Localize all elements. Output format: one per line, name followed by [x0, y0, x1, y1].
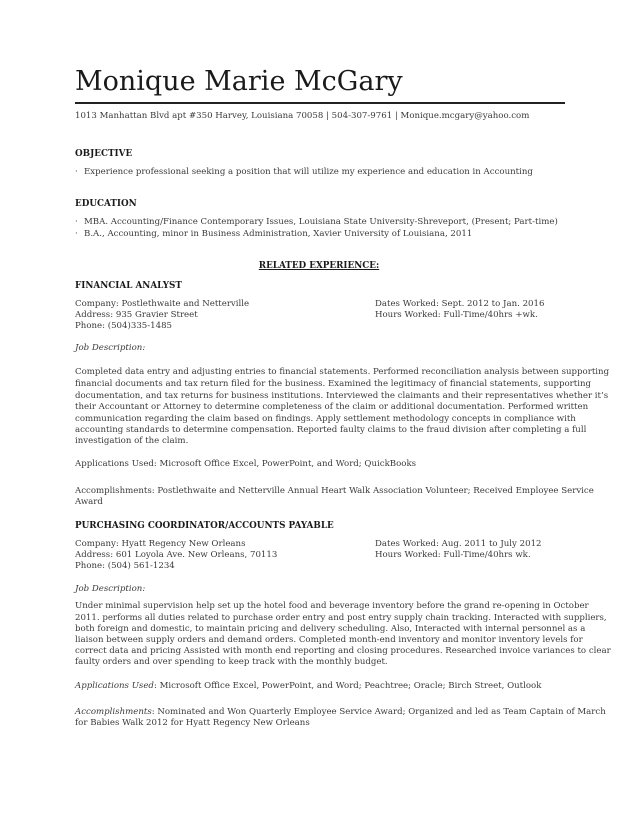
job-hours: Hours Worked: Full-Time/40hrs +wk.: [375, 310, 538, 320]
job-description-line: their Accountant or Attorney to determine completeness of the claim or additional documentation. Performed written: [75, 402, 589, 412]
job-description-line: correct data and pricing Assisted with month end reporting and closing procedures. Researched invoice variances to clear: [75, 646, 611, 656]
job-description-line: Under minimal supervision help set up the hotel food and beverage inventory before the grand re-opening in October: [75, 601, 589, 611]
job-description-line: communication regarding the claim based on findings. Apply settlement methodology concepts in compliance with: [75, 414, 576, 424]
job-company: Company: Hyatt Regency New Orleans: [75, 539, 246, 549]
objective-item: [75, 167, 533, 177]
job-phone: Phone: (504)335-1485: [75, 321, 173, 331]
job-description-line: accounting standards to determine compensation. Reported faulty claims to the fraud division after completing a full: [75, 425, 587, 435]
contact-line: 1013 Manhattan Blvd apt #350 Harvey, Louisiana 70058 | 504-307-9761 | Monique.mcgary@yahoo.com: [75, 111, 530, 121]
applications-text: : Microsoft Office Excel, PowerPoint, and Word; Peachtree; Oracle; Birch Street, Outlook: [153, 681, 542, 691]
job-description-line: liaison between supply orders and demand orders. Completed month-end inventory and monitor inventory levels for: [75, 635, 583, 645]
job-address: Address: 935 Gravier Street: [75, 310, 198, 320]
objective-text: Experience professional seeking a position that will utilize my experience and education in Accounting: [84, 167, 533, 177]
job-company: Company: Postlethwaite and Netterville: [75, 299, 250, 309]
header-divider: [75, 102, 565, 104]
applications-label: Applications Used: [75, 681, 154, 691]
job-description-line: financial documents and tax return filed for the business. Examined the legitimacy of financial statements, supporting: [75, 379, 592, 389]
job-applications: [75, 681, 541, 691]
bullet-dot: ·: [75, 217, 78, 227]
job-accomplishments-line: Accomplishments: Postlethwaite and Netterville Annual Heart Walk Association Volunteer; Received Employee Service: [75, 486, 594, 496]
candidate-name: Monique Marie McGary: [75, 66, 403, 97]
job-hours: Hours Worked: Full-Time/40hrs wk.: [375, 550, 531, 560]
bullet-dot: ·: [75, 229, 78, 239]
job-accomplishments-line: for Babies Walk 2012 for Hyatt Regency New Orleans: [75, 718, 310, 728]
job-accomplishments-line: [75, 707, 606, 717]
job-title: PURCHASING COORDINATOR/ACCOUNTS PAYABLE: [75, 521, 334, 531]
job-phone: Phone: (504) 561-1234: [75, 561, 175, 571]
education-heading: EDUCATION: [75, 199, 137, 209]
job-description-label: Job Description:: [75, 584, 146, 594]
job-title: FINANCIAL ANALYST: [75, 281, 182, 291]
related-experience-heading: RELATED EXPERIENCE:: [258, 261, 380, 271]
job-description-line: documentation, and tax returns for business institutions. Interviewed the claimants and their representatives whether it’s: [75, 391, 609, 401]
job-description-label: Job Description:: [75, 343, 146, 353]
job-description-line: faulty orders and over spending to keep track with the monthly budget.: [75, 657, 388, 667]
education-text: B.A., Accounting, minor in Business Administration, Xavier University of Louisiana, 2011: [84, 229, 473, 239]
job-applications: Applications Used: Microsoft Office Excel, PowerPoint, and Word; QuickBooks: [75, 459, 417, 469]
job-address: Address: 601 Loyola Ave. New Orleans, 70113: [75, 550, 278, 560]
accomplishments-label: Accomplishments: [75, 707, 152, 717]
job-accomplishments-line: Award: [75, 497, 103, 507]
job-description-line: both foreign and domestic, to maintain pricing and delivery scheduling. Also, Interacted with internal personnel as a: [75, 624, 586, 634]
job-description-line: 2011. performs all duties related to purchase order entry and post entry supply chain tracking. Interacted with suppliers,: [75, 613, 607, 623]
job-dates: Dates Worked: Sept. 2012 to Jan. 2016: [375, 299, 545, 309]
objective-heading: OBJECTIVE: [75, 149, 133, 159]
education-item: [75, 229, 472, 239]
job-description-line: investigation of the claim.: [75, 436, 189, 446]
bullet-dot: ·: [75, 167, 78, 177]
job-description-line: Completed data entry and adjusting entries to financial statements. Performed reconciliation analysis between supporting: [75, 367, 610, 377]
accomplishments-text: : Nominated and Won Quarterly Employee Service Award; Organized and led as Team Captain of March: [151, 707, 606, 717]
education-text: MBA. Accounting/Finance Contemporary Issues, Louisiana State University-Shreveport, (Present; Part-time): [84, 217, 558, 227]
education-item: [75, 217, 558, 227]
job-dates: Dates Worked: Aug. 2011 to July 2012: [375, 539, 542, 549]
